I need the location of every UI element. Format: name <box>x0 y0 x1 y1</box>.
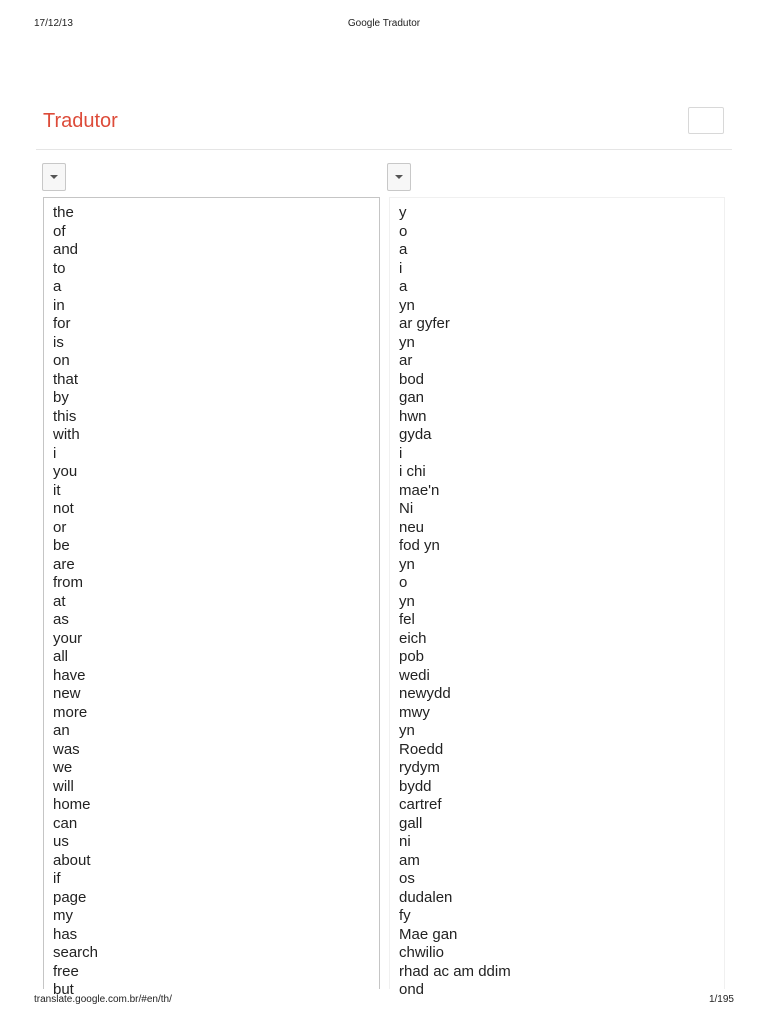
translated-word: ni <box>399 833 411 850</box>
print-page-number: 1/195 <box>708 994 734 1005</box>
translated-word: os <box>399 870 415 887</box>
source-word: page <box>53 888 87 906</box>
translated-word: ond <box>399 981 425 998</box>
source-word: be <box>53 537 70 554</box>
translated-word: mwy <box>399 703 430 721</box>
print-title: Google Tradutor <box>347 18 421 29</box>
source-word: by <box>53 389 69 406</box>
source-word: all <box>53 648 69 665</box>
source-word: in <box>53 296 65 314</box>
source-word: and <box>53 241 79 258</box>
source-word: free <box>53 962 79 980</box>
source-word: of <box>53 222 66 240</box>
source-word: home <box>53 796 91 813</box>
print-header <box>0 18 768 32</box>
translated-word: cartref <box>399 796 442 813</box>
translated-word: yn <box>399 722 415 739</box>
translated-word: rydym <box>399 759 440 776</box>
translated-word: bydd <box>399 777 432 795</box>
source-word: but <box>53 981 74 998</box>
source-word: as <box>53 611 69 628</box>
source-word: this <box>53 407 77 425</box>
source-word: with <box>53 426 80 443</box>
translated-word: am <box>399 851 420 869</box>
translated-word: Mae gan <box>399 925 458 943</box>
translated-word: o <box>399 574 408 591</box>
source-word: that <box>53 370 79 388</box>
print-footer <box>0 994 768 1008</box>
source-word: has <box>53 925 78 943</box>
translation-word-list <box>390 198 724 1000</box>
print-date: 17/12/13 <box>34 18 73 29</box>
source-word: are <box>53 555 75 573</box>
source-word: if <box>53 870 61 887</box>
header-divider <box>36 149 732 150</box>
source-word: the <box>53 204 74 221</box>
translated-word: fy <box>399 907 411 924</box>
source-word: to <box>53 259 66 277</box>
source-text-area[interactable] <box>43 197 380 998</box>
source-word: it <box>53 481 61 499</box>
translated-word: bod <box>399 370 425 388</box>
translated-word: gan <box>399 389 425 406</box>
source-word: i <box>53 444 57 462</box>
translated-word: chwilio <box>399 944 445 961</box>
translated-word: fel <box>399 611 415 628</box>
source-word: will <box>53 777 74 795</box>
source-word: an <box>53 722 70 739</box>
chevron-down-icon <box>50 175 58 179</box>
translated-word: yn <box>399 555 415 573</box>
translated-word: yn <box>399 296 415 314</box>
translated-word: eich <box>399 629 427 647</box>
source-word: us <box>53 833 69 850</box>
translated-word: yn <box>399 333 415 351</box>
translated-word: yn <box>399 592 415 610</box>
translated-word: i <box>399 444 403 462</box>
source-language-dropdown[interactable] <box>42 163 66 191</box>
translated-word: gyda <box>399 426 432 443</box>
source-word: search <box>53 944 99 961</box>
source-word: new <box>53 685 81 702</box>
translated-word: i <box>399 259 403 277</box>
page-title: Tradutor <box>43 110 118 132</box>
chevron-down-icon <box>395 175 403 179</box>
translated-word: rhad ac am ddim <box>399 962 511 980</box>
translated-word: wedi <box>399 666 430 684</box>
target-language-dropdown[interactable] <box>387 163 411 191</box>
translated-word: ar <box>399 352 413 369</box>
translated-word: o <box>399 222 408 240</box>
source-word: not <box>53 500 74 517</box>
translated-word: mae'n <box>399 481 440 499</box>
source-word: from <box>53 574 83 591</box>
translated-word: newydd <box>399 685 451 702</box>
translated-word: pob <box>399 648 425 665</box>
translated-word: y <box>399 204 407 221</box>
source-word: you <box>53 463 78 480</box>
source-word: have <box>53 666 86 684</box>
source-word: can <box>53 814 78 832</box>
source-word: on <box>53 352 70 369</box>
source-word: your <box>53 629 83 647</box>
source-word: for <box>53 315 71 332</box>
translated-word: i chi <box>399 463 426 480</box>
source-word: or <box>53 518 67 536</box>
translated-word: fod yn <box>399 537 440 554</box>
source-word-list <box>44 198 379 1000</box>
print-url: translate.google.com.br/#en/th/ <box>34 994 172 1005</box>
header-action-button[interactable] <box>688 107 724 134</box>
source-word: a <box>53 278 62 295</box>
translated-word: dudalen <box>399 888 453 906</box>
source-word: at <box>53 592 66 610</box>
translated-word: Ni <box>399 500 414 517</box>
translated-word: neu <box>399 518 425 536</box>
source-word: was <box>53 740 80 758</box>
translated-word: hwn <box>399 407 427 425</box>
translated-word: a <box>399 241 408 258</box>
translated-word: gall <box>399 814 423 832</box>
translated-word: a <box>399 278 408 295</box>
translated-word: Roedd <box>399 740 444 758</box>
source-word: my <box>53 907 73 924</box>
source-word: more <box>53 703 88 721</box>
source-word: is <box>53 333 64 351</box>
translation-output <box>389 197 725 998</box>
translated-word: ar gyfer <box>399 315 450 332</box>
source-word: about <box>53 851 91 869</box>
source-word: we <box>53 759 73 776</box>
